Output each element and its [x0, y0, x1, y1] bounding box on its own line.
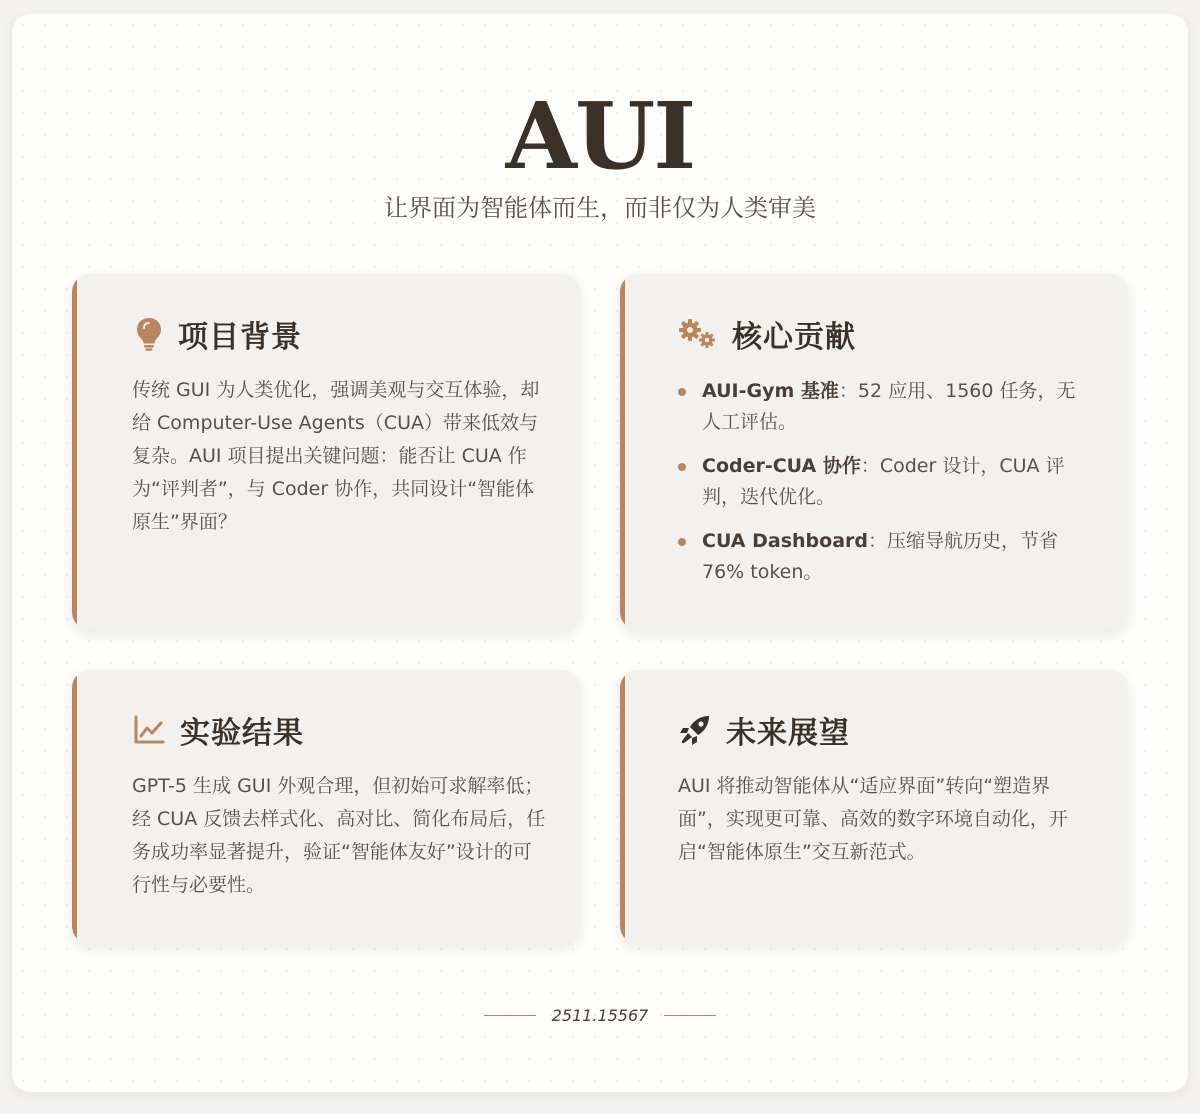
- footer-divider-left: [484, 1015, 536, 1016]
- card-background: [72, 274, 580, 630]
- page-title: AUI: [505, 82, 695, 190]
- card-results: [72, 670, 580, 944]
- list-item: [678, 526, 1080, 588]
- bullet-text: ：52 应用、1560 任务，无人工评估。: [702, 380, 1076, 433]
- gears-icon: [678, 317, 718, 351]
- page-canvas: [12, 14, 1188, 1092]
- card-contributions: [620, 274, 1128, 630]
- card-title: 项目背景: [178, 320, 302, 355]
- page-subtitle: 让界面为智能体而生，而非仅为人类审美: [384, 194, 816, 222]
- card-outlook: [620, 670, 1128, 944]
- card-header: [132, 708, 304, 752]
- paper-id: 2511.15567: [551, 1006, 649, 1025]
- card-title: 未来展望: [726, 716, 850, 751]
- list-item: [678, 451, 1080, 513]
- footer: [12, 1006, 1188, 1025]
- bullet-list: [678, 376, 1080, 588]
- card-title: 核心贡献: [732, 320, 856, 355]
- bullet-text: ：Coder 设计，CUA 评判，迭代优化。: [702, 455, 1065, 508]
- card-text: AUI 将推动智能体从“适应界面”转向“塑造界面”，实现更可靠、高效的数字环境自动化，开启“智能体原生”交互新范式。: [678, 775, 1068, 863]
- card-header: [678, 708, 850, 752]
- bullet-label: CUA Dashboard: [702, 530, 868, 552]
- card-header: [132, 312, 302, 356]
- bullet-label: Coder-CUA 协作: [702, 455, 861, 477]
- rocket-icon: [678, 713, 712, 747]
- card-text: GPT-5 生成 GUI 外观合理，但初始可求解率低；经 CUA 反馈去样式化、高对比、简化布局后，任务成功率显著提升，验证“智能体友好”设计的可行性与必要性。: [132, 775, 546, 896]
- lightbulb-icon: [132, 317, 166, 351]
- bullet-text: ：压缩导航历史，节省 76% token。: [702, 530, 1058, 583]
- list-item: [678, 376, 1080, 438]
- card-header: [678, 312, 856, 356]
- card-bullets: [678, 376, 1080, 601]
- bullet-label: AUI-Gym 基准: [702, 380, 839, 402]
- card-text: 传统 GUI 为人类优化，强调美观与交互体验，却给 Computer-Use Agents（CUA）带来低效与复杂。AUI 项目提出关键问题：能否让 CUA 作为“评判者”，与 Coder 协作，共同设计“智能体原生”界面？: [132, 379, 540, 533]
- line-chart-icon: [132, 713, 166, 747]
- card-title: 实验结果: [180, 716, 304, 751]
- footer-divider-right: [664, 1015, 716, 1016]
